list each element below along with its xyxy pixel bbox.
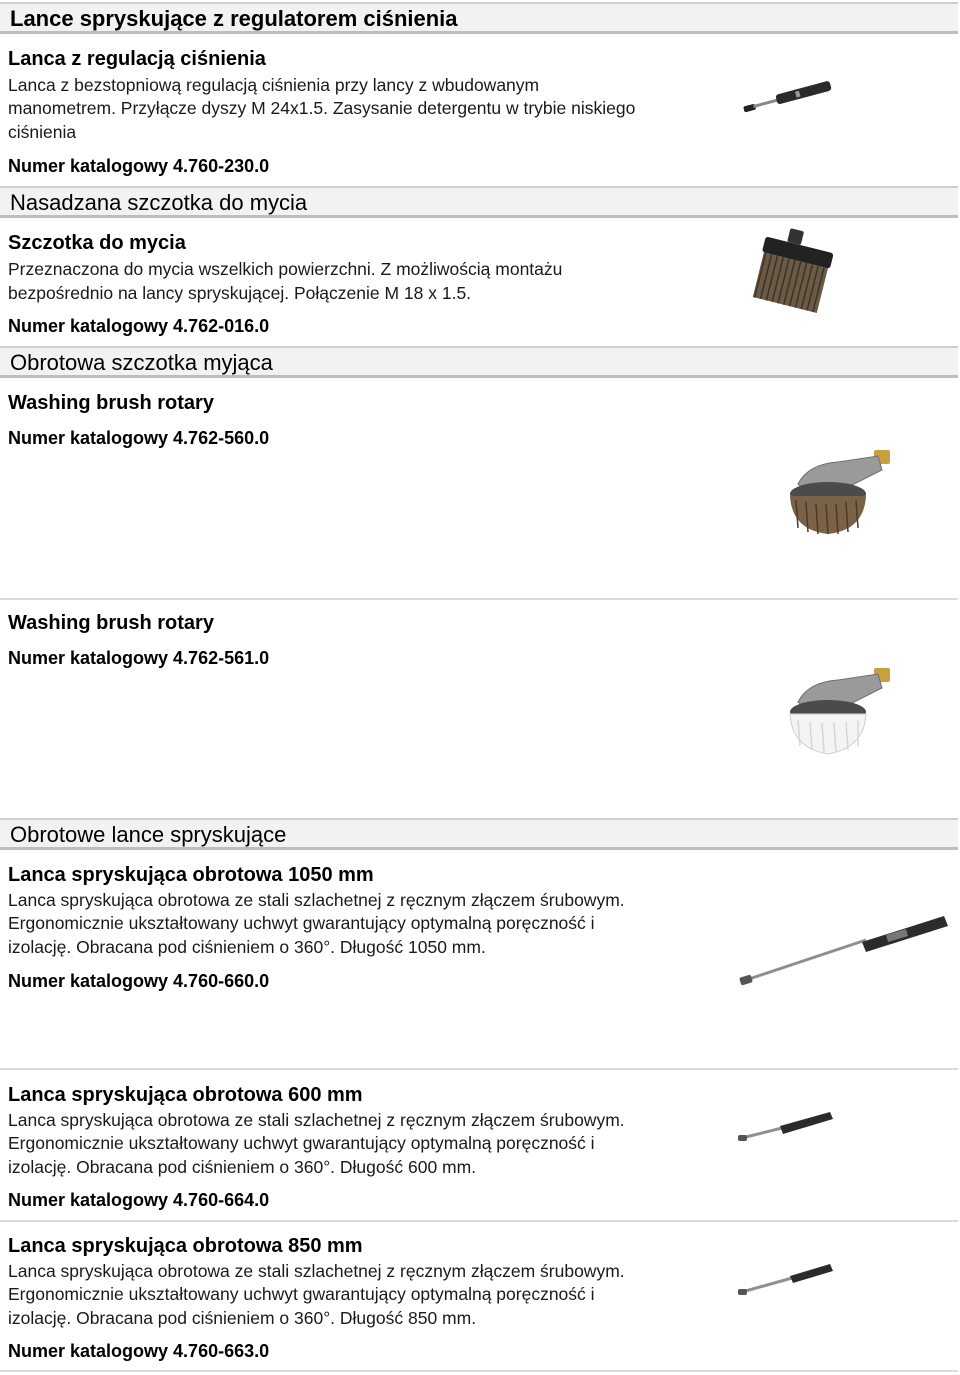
product-desc-line: Ergonomicznie ukształtowany uchwyt gwarantujący optymalną poręczność i [8,913,595,933]
section-title: Obrotowe lance spryskujące [10,822,287,847]
product-desc-line: Ergonomicznie ukształtowany uchwyt gwarantujący optymalną poręczność i [8,1284,595,1304]
rotary-brush-natural-icon [778,444,902,544]
product-desc-line: Lanca spryskująca obrotowa ze stali szlachetnej z ręcznym złączem śrubowym. [8,1110,625,1130]
divider [0,1068,958,1070]
divider [0,1220,958,1222]
catalog-number: Numer katalogowy 4.762-561.0 [8,648,270,668]
catalog-number: Numer katalogowy 4.760-663.0 [8,1341,270,1361]
catalog-number: Numer katalogowy 4.762-016.0 [8,316,270,336]
product-desc-line: izolację. Obracana pod ciśnieniem o 360°. Długość 600 mm. [8,1157,477,1177]
section-header-rotary-lances [0,818,958,850]
product-title: Lanca spryskująca obrotowa 600 mm [8,1084,363,1106]
product-title: Lanca spryskująca obrotowa 850 mm [8,1235,363,1257]
divider [0,598,958,600]
product-desc-line: manometrem. Przyłącze dyszy M 24x1.5. Zasysanie detergentu w trybie niskiego [8,98,636,118]
rotary-brush-white-icon [778,662,902,762]
product-title: Lanca z regulacją ciśnienia [8,48,266,70]
rotary-lance-1050-icon [736,908,952,994]
rotary-lance-600-icon [736,1104,836,1144]
section-title: Lance spryskujące z regulatorem ciśnienia [10,6,458,31]
section-header-pressure-lances [0,2,958,34]
product-title: Szczotka do mycia [8,232,186,254]
product-desc-line: izolację. Obracana pod ciśnieniem o 360°. Długość 1050 mm. [8,937,486,957]
product-desc-line: izolację. Obracana pod ciśnieniem o 360°. Długość 850 mm. [8,1308,477,1328]
section-title: Nasadzana szczotka do mycia [10,190,308,215]
pressure-lance-icon [736,64,836,114]
product-desc-line: ciśnienia [8,122,77,142]
product-desc-line: Przeznaczona do mycia wszelkich powierzchni. Z możliwością montażu [8,259,563,279]
product-title: Lanca spryskująca obrotowa 1050 mm [8,864,374,886]
divider [0,1370,958,1372]
product-title: Washing brush rotary [8,392,214,414]
wash-brush-icon [750,226,836,318]
catalog-number: Numer katalogowy 4.760-664.0 [8,1190,270,1210]
section-title: Obrotowa szczotka myjąca [10,350,273,375]
catalog-number: Numer katalogowy 4.762-560.0 [8,428,270,448]
rotary-lance-850-icon [736,1258,836,1298]
product-desc-line: Lanca z bezstopniową regulacją ciśnienia przy lancy z wbudowanym [8,75,540,95]
product-desc-line: bezpośrednio na lancy spryskującej. Połączenie M 18 x 1.5. [8,283,472,303]
section-header-rotary-brush [0,346,958,378]
catalog-number: Numer katalogowy 4.760-230.0 [8,156,270,176]
product-desc-line: Lanca spryskująca obrotowa ze stali szlachetnej z ręcznym złączem śrubowym. [8,890,625,910]
product-desc-line: Lanca spryskująca obrotowa ze stali szlachetnej z ręcznym złączem śrubowym. [8,1261,625,1281]
section-header-brush [0,186,958,218]
product-desc-line: Ergonomicznie ukształtowany uchwyt gwarantujący optymalną poręczność i [8,1133,595,1153]
catalog-number: Numer katalogowy 4.760-660.0 [8,971,270,991]
product-title: Washing brush rotary [8,612,214,634]
